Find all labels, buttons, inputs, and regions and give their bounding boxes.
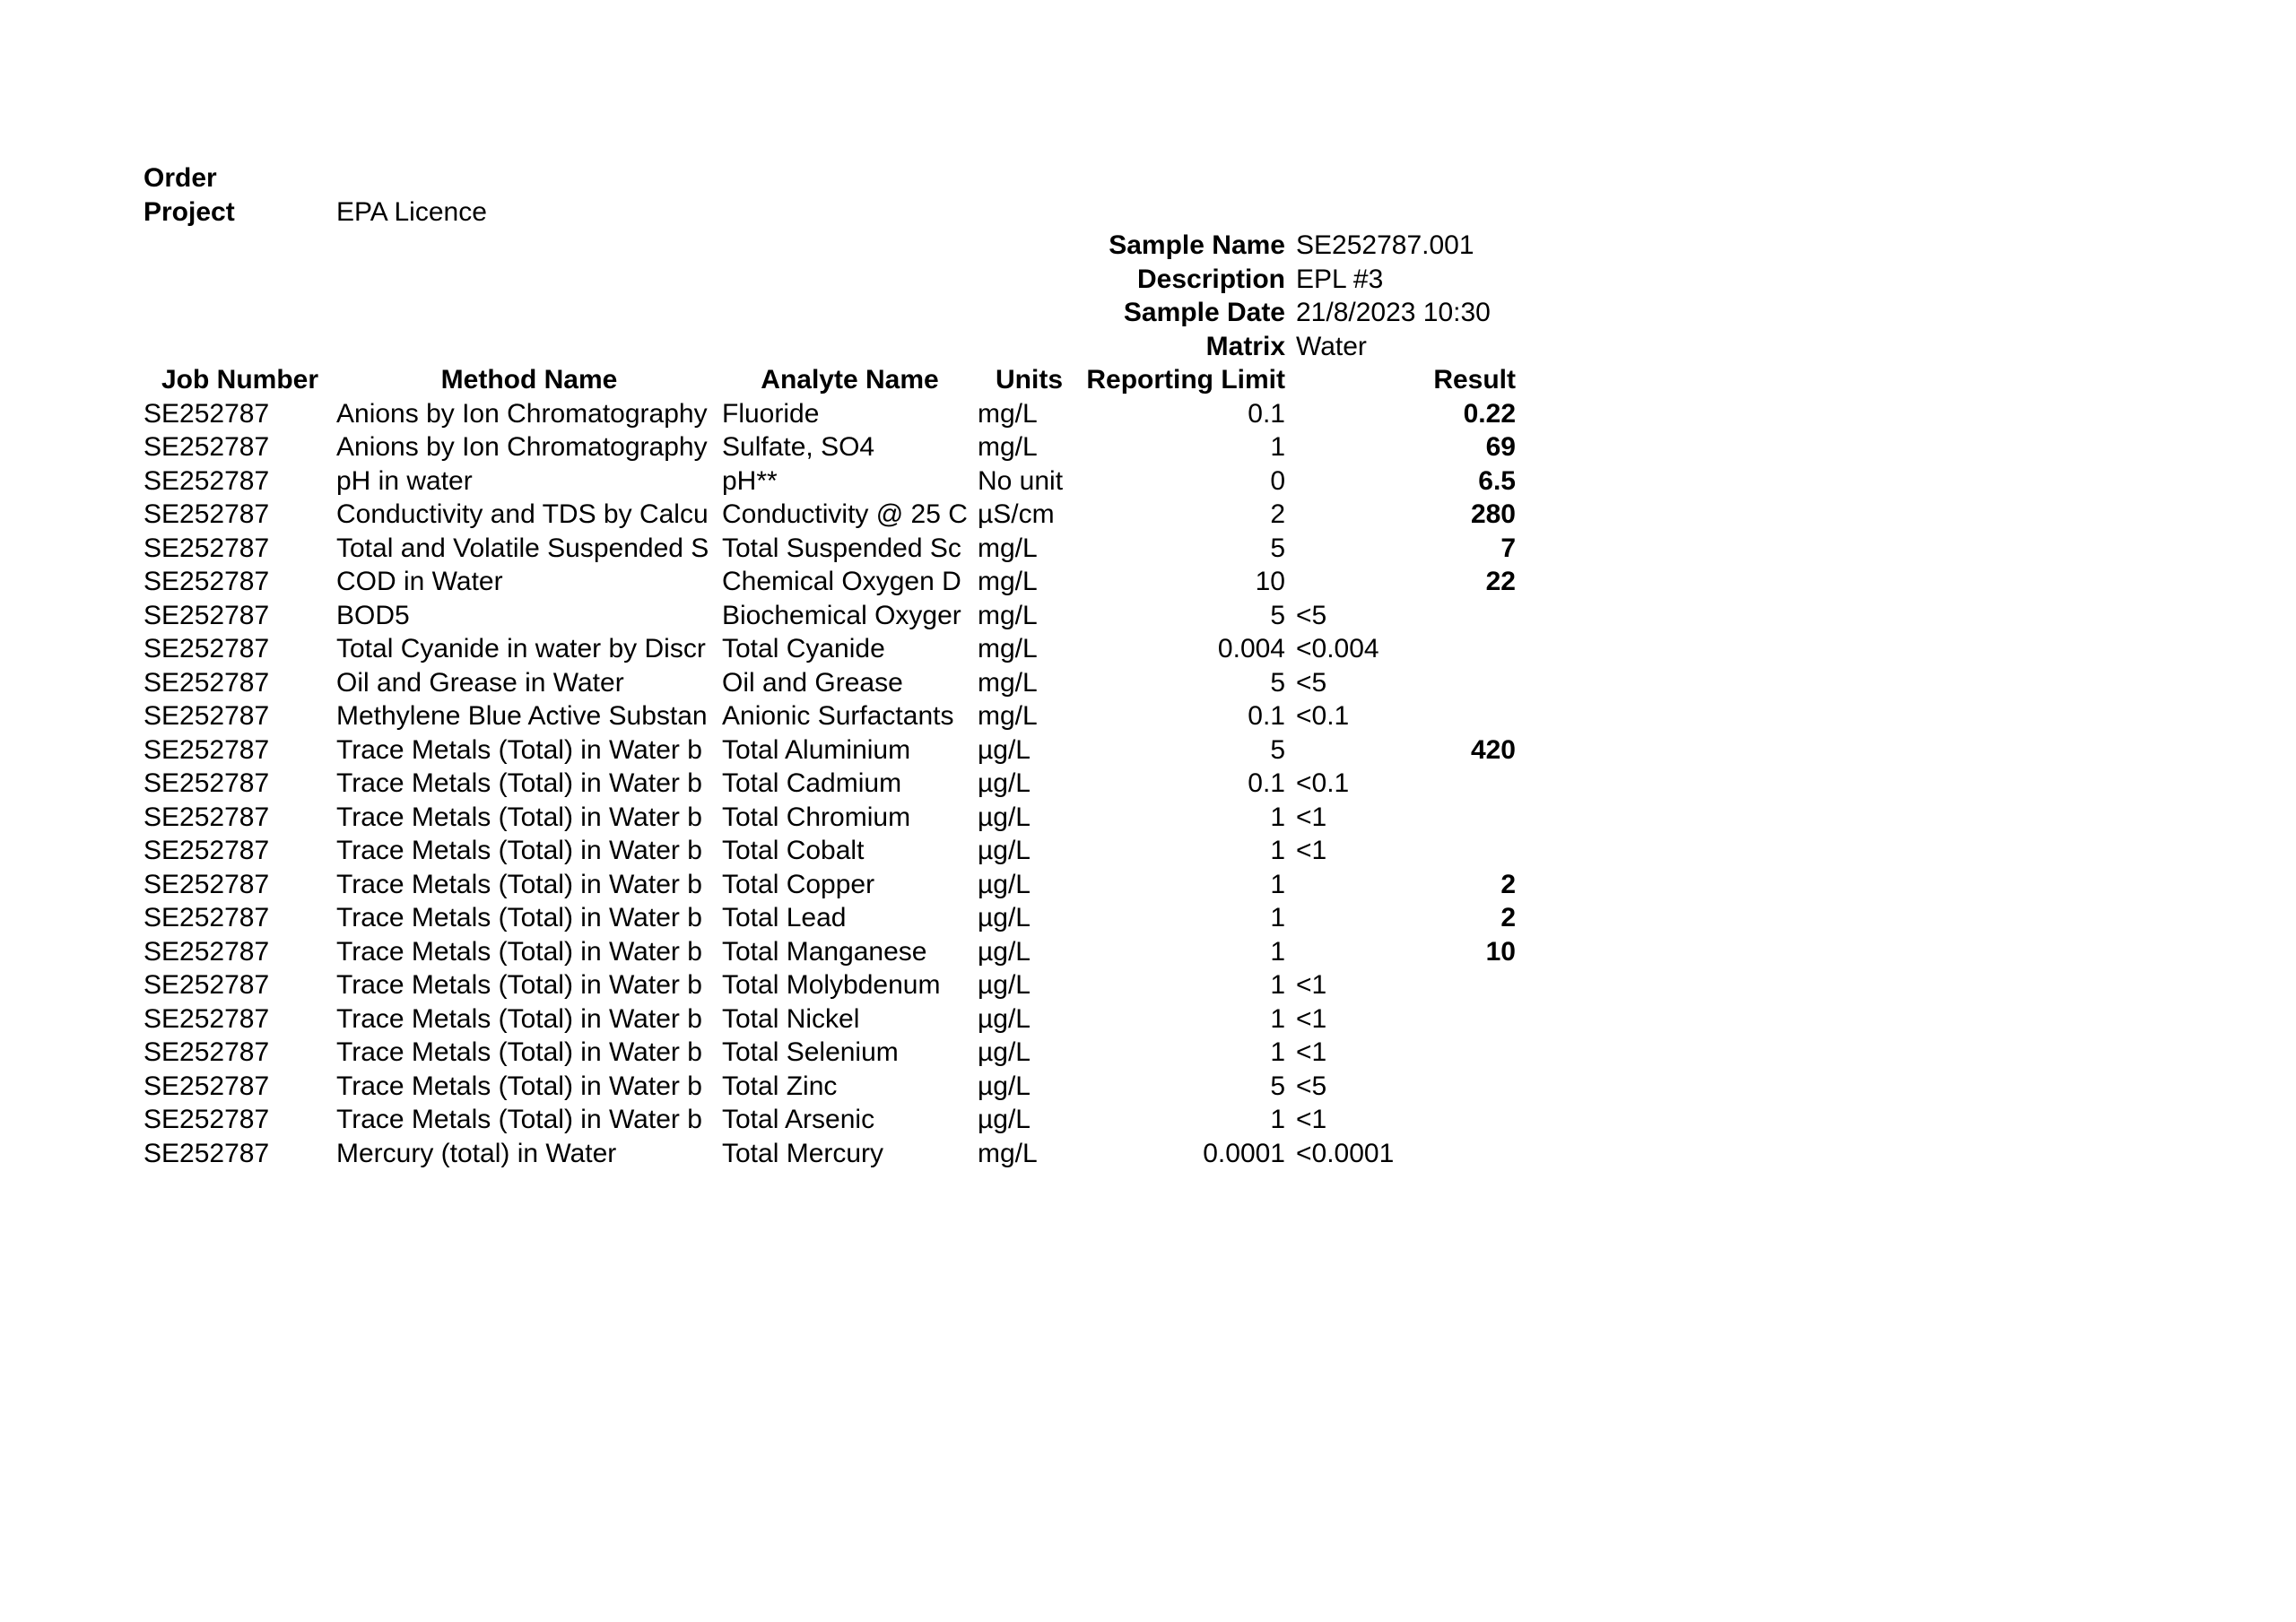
cell-result: 2: [1500, 869, 1516, 899]
cell-reporting-limit: 2: [1270, 499, 1285, 529]
cell-reporting-limit: 5: [1270, 600, 1285, 630]
table-row: [144, 935, 1516, 969]
row-gap: [1285, 599, 1296, 633]
cell-result: <0.004: [1296, 634, 1379, 664]
sample-info-label: Sample Date: [1123, 298, 1285, 327]
cell-analyte-name: Biochemical Oxyger: [722, 600, 961, 630]
cell-method-name: Trace Metals (Total) in Water b: [336, 802, 702, 832]
table-row: [144, 1002, 1516, 1037]
cell-analyte-name: Fluoride: [722, 398, 820, 429]
row-gap: [1285, 834, 1296, 868]
cell-job-number: SE252787: [144, 499, 270, 529]
cell-reporting-limit: 0.1: [1248, 768, 1285, 798]
table-row: [144, 968, 1516, 1002]
cell-units: µg/L: [978, 1071, 1031, 1101]
row-gap: [1285, 901, 1296, 935]
sample-info-gap: [1285, 296, 1296, 330]
cell-units: mg/L: [978, 701, 1038, 731]
cell-result: 280: [1470, 499, 1516, 529]
cell-result: <0.1: [1296, 701, 1350, 731]
cell-method-name: Anions by Ion Chromatography: [336, 432, 708, 462]
row-gap: [1285, 565, 1296, 599]
row-gap: [1285, 1002, 1296, 1037]
cell-analyte-name: Total Cadmium: [722, 768, 902, 798]
cell-method-name: Trace Metals (Total) in Water b: [336, 903, 702, 932]
project-label: Project: [144, 196, 235, 227]
cell-reporting-limit: 1: [1270, 836, 1285, 865]
sample-info-row: [144, 296, 1516, 330]
sample-info-row: [144, 229, 1516, 263]
cell-reporting-limit: 10: [1255, 567, 1285, 596]
row-gap: [1285, 464, 1296, 499]
cell-units: µS/cm: [978, 499, 1055, 529]
cell-result: 69: [1485, 432, 1516, 462]
cell-reporting-limit: 5: [1270, 1071, 1285, 1101]
col-header-job-number: Job Number: [161, 365, 319, 395]
cell-result: <5: [1296, 1071, 1327, 1101]
table-row: [144, 599, 1516, 633]
row-gap: [1285, 968, 1296, 1002]
cell-reporting-limit: 1: [1270, 1105, 1285, 1134]
cell-job-number: SE252787: [144, 903, 270, 932]
row-gap: [1285, 767, 1296, 801]
cell-job-number: SE252787: [144, 398, 270, 429]
cell-job-number: SE252787: [144, 1003, 270, 1034]
table-row: [144, 901, 1516, 935]
cell-job-number: SE252787: [144, 836, 270, 865]
row-gap: [1285, 733, 1296, 768]
cell-analyte-name: Total Copper: [722, 869, 875, 899]
cell-method-name: Trace Metals (Total) in Water b: [336, 1105, 702, 1134]
table-row: [144, 430, 1516, 464]
cell-job-number: SE252787: [144, 600, 270, 630]
cell-analyte-name: Total Molybdenum: [722, 970, 941, 1000]
cell-analyte-name: Total Mercury: [722, 1138, 884, 1168]
table-row: [144, 699, 1516, 733]
sample-info-gap: [1285, 229, 1296, 263]
table-row: [144, 498, 1516, 532]
cell-method-name: Trace Metals (Total) in Water b: [336, 970, 702, 1000]
cell-reporting-limit: 0.004: [1217, 634, 1285, 664]
table-row: [144, 801, 1516, 835]
cell-units: µg/L: [978, 802, 1031, 832]
row-gap: [1285, 397, 1296, 431]
cell-reporting-limit: 0.0001: [1203, 1138, 1285, 1168]
header-gap: [1285, 363, 1296, 397]
cell-method-name: Trace Metals (Total) in Water b: [336, 768, 702, 798]
cell-job-number: SE252787: [144, 465, 270, 496]
cell-job-number: SE252787: [144, 1037, 270, 1067]
cell-result: <5: [1296, 667, 1327, 698]
cell-reporting-limit: 1: [1270, 970, 1285, 1000]
cell-units: mg/L: [978, 398, 1038, 429]
cell-result: <1: [1296, 802, 1327, 832]
cell-result: <1: [1296, 836, 1327, 865]
row-gap: [1285, 1103, 1296, 1137]
cell-units: mg/L: [978, 1138, 1038, 1168]
table-row: [144, 632, 1516, 666]
cell-units: µg/L: [978, 869, 1031, 899]
cell-method-name: Total and Volatile Suspended S: [336, 533, 709, 563]
cell-job-number: SE252787: [144, 1071, 270, 1101]
cell-units: µg/L: [978, 903, 1031, 932]
order-label: Order: [144, 163, 217, 193]
table-row: [144, 1036, 1516, 1070]
cell-units: µg/L: [978, 734, 1031, 765]
cell-job-number: SE252787: [144, 970, 270, 1000]
cell-reporting-limit: 1: [1270, 1037, 1285, 1067]
cell-units: mg/L: [978, 634, 1038, 664]
cell-units: µg/L: [978, 970, 1031, 1000]
cell-method-name: COD in Water: [336, 567, 503, 596]
cell-result: <1: [1296, 1105, 1327, 1134]
cell-method-name: Trace Metals (Total) in Water b: [336, 1071, 702, 1101]
cell-result: <0.1: [1296, 768, 1350, 798]
cell-method-name: Mercury (total) in Water: [336, 1138, 617, 1168]
cell-method-name: Trace Metals (Total) in Water b: [336, 836, 702, 865]
table-row: [144, 733, 1516, 768]
row-gap: [1285, 498, 1296, 532]
cell-method-name: Oil and Grease in Water: [336, 667, 624, 698]
report-content: [144, 161, 1516, 1170]
cell-result: 22: [1485, 567, 1516, 596]
cell-units: mg/L: [978, 567, 1038, 596]
table-row: [144, 1070, 1516, 1104]
cell-units: µg/L: [978, 1003, 1031, 1034]
cell-reporting-limit: 1: [1270, 1003, 1285, 1034]
table-row: [144, 532, 1516, 566]
col-header-units: Units: [996, 365, 1063, 395]
cell-units: mg/L: [978, 533, 1038, 563]
table-row: [144, 1137, 1516, 1171]
project-value: EPA Licence: [336, 196, 487, 227]
cell-units: mg/L: [978, 432, 1038, 462]
table-row: [144, 565, 1516, 599]
table-row: [144, 868, 1516, 902]
cell-result: 6.5: [1478, 465, 1516, 496]
cell-analyte-name: pH**: [722, 465, 778, 496]
cell-result: 2: [1500, 903, 1516, 932]
cell-method-name: pH in water: [336, 465, 473, 496]
cell-method-name: Methylene Blue Active Substan: [336, 701, 708, 731]
cell-result: <5: [1296, 600, 1327, 630]
cell-units: µg/L: [978, 836, 1031, 865]
cell-analyte-name: Total Manganese: [722, 936, 927, 967]
cell-job-number: SE252787: [144, 432, 270, 462]
cell-reporting-limit: 1: [1270, 869, 1285, 899]
cell-job-number: SE252787: [144, 869, 270, 899]
cell-analyte-name: Oil and Grease: [722, 667, 903, 698]
table-row: [144, 1103, 1516, 1137]
order-row: [144, 161, 1516, 195]
cell-analyte-name: Total Arsenic: [722, 1105, 875, 1134]
row-gap: [1285, 666, 1296, 700]
cell-reporting-limit: 1: [1270, 936, 1285, 967]
cell-method-name: Conductivity and TDS by Calcu: [336, 499, 709, 529]
cell-analyte-name: Total Cyanide: [722, 634, 885, 664]
cell-result: <1: [1296, 1003, 1327, 1034]
cell-method-name: Trace Metals (Total) in Water b: [336, 1037, 702, 1067]
sample-info-label: Matrix: [1205, 331, 1285, 361]
cell-job-number: SE252787: [144, 734, 270, 765]
row-gap: [1285, 1137, 1296, 1171]
cell-analyte-name: Anionic Surfactants: [722, 701, 954, 731]
cell-reporting-limit: 5: [1270, 533, 1285, 563]
cell-reporting-limit: 5: [1270, 734, 1285, 765]
cell-job-number: SE252787: [144, 667, 270, 698]
cell-reporting-limit: 5: [1270, 667, 1285, 698]
table-row: [144, 464, 1516, 499]
cell-result: 420: [1470, 734, 1516, 765]
cell-method-name: Anions by Ion Chromatography: [336, 398, 708, 429]
cell-analyte-name: Total Selenium: [722, 1037, 899, 1067]
row-gap: [1285, 699, 1296, 733]
cell-analyte-name: Total Nickel: [722, 1003, 860, 1034]
cell-units: µg/L: [978, 936, 1031, 967]
cell-reporting-limit: 0.1: [1248, 398, 1285, 429]
row-gap: [1285, 430, 1296, 464]
cell-analyte-name: Chemical Oxygen D: [722, 567, 961, 596]
cell-reporting-limit: 0.1: [1248, 701, 1285, 731]
row-gap: [1285, 532, 1296, 566]
cell-reporting-limit: 1: [1270, 903, 1285, 932]
cell-reporting-limit: 1: [1270, 802, 1285, 832]
cell-job-number: SE252787: [144, 802, 270, 832]
project-row: [144, 195, 1516, 230]
cell-method-name: Trace Metals (Total) in Water b: [336, 936, 702, 967]
cell-analyte-name: Total Suspended Sc: [722, 533, 961, 563]
cell-result: 0.22: [1463, 398, 1516, 429]
sample-info-gap: [1285, 330, 1296, 364]
sample-info-label: Description: [1136, 264, 1285, 294]
cell-result: 7: [1500, 533, 1516, 563]
cell-job-number: SE252787: [144, 768, 270, 798]
col-header-result: Result: [1433, 365, 1516, 395]
cell-units: µg/L: [978, 768, 1031, 798]
row-gap: [1285, 801, 1296, 835]
row-gap: [1285, 1036, 1296, 1070]
sample-info-value: 21/8/2023 10:30: [1296, 298, 1491, 327]
cell-reporting-limit: 1: [1270, 432, 1285, 462]
cell-method-name: Trace Metals (Total) in Water b: [336, 1003, 702, 1034]
cell-result: 10: [1485, 936, 1516, 967]
cell-method-name: Total Cyanide in water by Discr: [336, 634, 706, 664]
table-row: [144, 767, 1516, 801]
cell-units: µg/L: [978, 1037, 1031, 1067]
cell-job-number: SE252787: [144, 533, 270, 563]
cell-analyte-name: Total Zinc: [722, 1071, 838, 1101]
cell-result: <1: [1296, 1037, 1327, 1067]
row-gap: [1285, 935, 1296, 969]
table-row: [144, 397, 1516, 431]
sample-info-row: [144, 330, 1516, 364]
cell-job-number: SE252787: [144, 567, 270, 596]
cell-job-number: SE252787: [144, 936, 270, 967]
cell-method-name: BOD5: [336, 600, 410, 630]
col-header-analyte-name: Analyte Name: [761, 365, 939, 395]
sample-info-gap: [1285, 263, 1296, 297]
cell-analyte-name: Conductivity @ 25 C: [722, 499, 968, 529]
cell-result: <1: [1296, 970, 1327, 1000]
sample-info-label: Sample Name: [1109, 230, 1285, 260]
cell-method-name: Trace Metals (Total) in Water b: [336, 734, 702, 765]
cell-reporting-limit: 0: [1270, 465, 1285, 496]
row-gap: [1285, 1070, 1296, 1104]
cell-job-number: SE252787: [144, 701, 270, 731]
col-header-reporting-limit: Reporting Limit: [1086, 365, 1285, 395]
table-header-row: [144, 363, 1516, 397]
results-table-body: [144, 397, 1516, 1171]
cell-units: No unit: [978, 465, 1064, 496]
sample-info-row: [144, 263, 1516, 297]
row-gap: [1285, 632, 1296, 666]
sample-info-value: SE252787.001: [1296, 230, 1474, 260]
col-header-method-name: Method Name: [440, 365, 618, 395]
cell-analyte-name: Total Chromium: [722, 802, 911, 832]
sample-info-value: EPL #3: [1296, 264, 1384, 294]
table-row: [144, 834, 1516, 868]
cell-units: mg/L: [978, 667, 1038, 698]
cell-analyte-name: Total Cobalt: [722, 836, 865, 865]
cell-analyte-name: Sulfate, SO4: [722, 432, 875, 462]
cell-job-number: SE252787: [144, 634, 270, 664]
cell-job-number: SE252787: [144, 1105, 270, 1134]
cell-units: mg/L: [978, 600, 1038, 630]
sample-info-value: Water: [1296, 331, 1367, 361]
cell-result: <0.0001: [1296, 1138, 1395, 1168]
cell-job-number: SE252787: [144, 1138, 270, 1168]
row-gap: [1285, 868, 1296, 902]
cell-analyte-name: Total Lead: [722, 903, 847, 932]
cell-units: µg/L: [978, 1105, 1031, 1134]
cell-analyte-name: Total Aluminium: [722, 734, 911, 765]
table-row: [144, 666, 1516, 700]
cell-method-name: Trace Metals (Total) in Water b: [336, 869, 702, 899]
sample-info-block: [144, 229, 1516, 363]
